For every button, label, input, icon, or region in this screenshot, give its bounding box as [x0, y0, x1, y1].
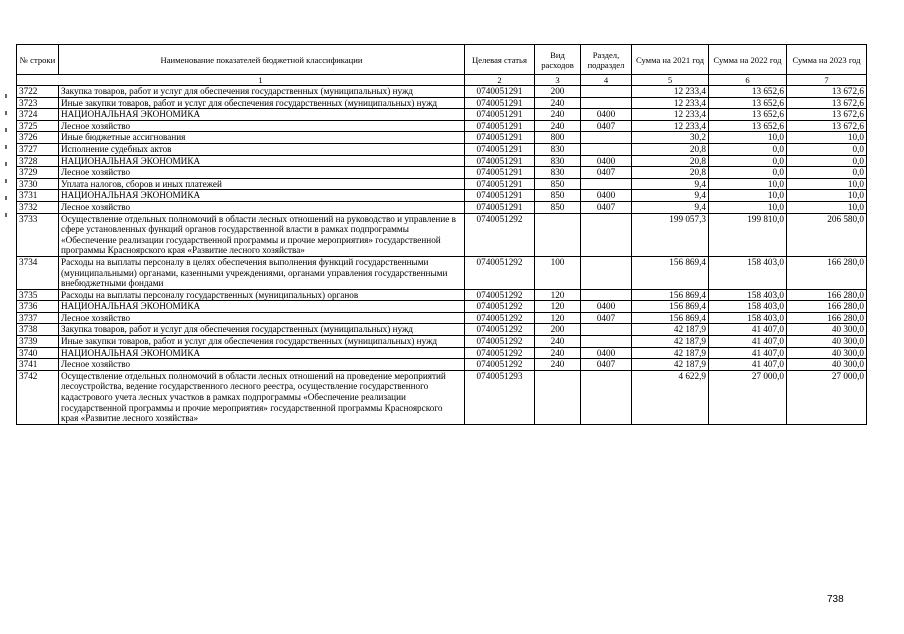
expense-type: 200	[535, 324, 581, 336]
row-name: НАЦИОНАЛЬНАЯ ЭКОНОМИКА	[59, 155, 465, 167]
sum-2021: 9,4	[632, 190, 709, 202]
row-number: 3731	[17, 190, 59, 202]
table-row	[17, 86, 867, 98]
binding-mark	[5, 111, 7, 115]
column-number: 5	[632, 75, 709, 86]
section-code: 0407	[581, 312, 632, 324]
section-code: 0400	[581, 155, 632, 167]
row-name: НАЦИОНАЛЬНАЯ ЭКОНОМИКА	[59, 301, 465, 313]
target-article: 0740051292	[465, 336, 535, 348]
expense-type: 240	[535, 336, 581, 348]
expense-type: 850	[535, 190, 581, 202]
row-name: Исполнение судебных актов	[59, 143, 465, 155]
sum-2022: 13 652,6	[709, 97, 787, 109]
sum-2023: 10,0	[787, 190, 867, 202]
row-number: 3723	[17, 97, 59, 109]
sum-2023: 166 280,0	[787, 301, 867, 313]
sum-2021: 12 233,4	[632, 120, 709, 132]
sum-2021: 4 622,9	[632, 370, 709, 424]
row-name: Лесное хозяйство	[59, 201, 465, 213]
row-number: 3742	[17, 370, 59, 424]
header-sum-2022: Сумма на 2022 год	[709, 45, 787, 75]
sum-2021: 12 233,4	[632, 109, 709, 121]
section-code	[581, 97, 632, 109]
table-row	[17, 190, 867, 202]
expense-type: 800	[535, 132, 581, 144]
section-code	[581, 213, 632, 256]
sum-2021: 12 233,4	[632, 97, 709, 109]
row-name: Осуществление отдельных полномочий в области лесных отношений на проведение мероприятий лесоустройства, ведение государственного лесного реестра, осуществление государственного кадастрового учета лесных участков в рамках подпрограммы «Обеспечение реализации государственной программы и прочие мероприятия» государственной программы Красноярского края «Развитие лесного хозяйства»	[59, 370, 465, 424]
sum-2022: 158 403,0	[709, 256, 787, 289]
target-article: 0740051291	[465, 155, 535, 167]
sum-2021: 20,8	[632, 143, 709, 155]
expense-type: 240	[535, 120, 581, 132]
row-name: Иные бюджетные ассигнования	[59, 132, 465, 144]
sum-2021: 42 187,9	[632, 324, 709, 336]
table-row	[17, 324, 867, 336]
row-name: Иные закупки товаров, работ и услуг для обеспечения государственных (муниципальных) нужд	[59, 97, 465, 109]
table-row	[17, 336, 867, 348]
sum-2023: 0,0	[787, 167, 867, 179]
expense-type: 850	[535, 178, 581, 190]
sum-2023: 206 580,0	[787, 213, 867, 256]
expense-type: 120	[535, 289, 581, 301]
expense-type: 240	[535, 97, 581, 109]
sum-2022: 41 407,0	[709, 347, 787, 359]
target-article: 0740051292	[465, 359, 535, 371]
row-name: Иные закупки товаров, работ и услуг для обеспечения государственных (муниципальных) нужд	[59, 336, 465, 348]
column-number-row	[17, 75, 867, 86]
row-number: 3725	[17, 120, 59, 132]
sum-2023: 13 672,6	[787, 120, 867, 132]
sum-2022: 13 652,6	[709, 86, 787, 98]
header-name: Наименование показателей бюджетной классификации	[59, 45, 465, 75]
binding-mark	[5, 213, 7, 217]
sum-2022: 199 810,0	[709, 213, 787, 256]
sum-2021: 42 187,9	[632, 336, 709, 348]
table-row	[17, 289, 867, 301]
table-row	[17, 167, 867, 179]
row-name: Закупка товаров, работ и услуг для обеспечения государственных (муниципальных) нужд	[59, 86, 465, 98]
sum-2022: 158 403,0	[709, 301, 787, 313]
sum-2023: 40 300,0	[787, 336, 867, 348]
table-row	[17, 312, 867, 324]
table-row	[17, 213, 867, 256]
row-name: Лесное хозяйство	[59, 312, 465, 324]
table-body	[17, 86, 867, 425]
sum-2021: 156 869,4	[632, 301, 709, 313]
sum-2022: 10,0	[709, 201, 787, 213]
sum-2023: 166 280,0	[787, 289, 867, 301]
row-number: 3727	[17, 143, 59, 155]
table-row	[17, 143, 867, 155]
row-number: 3740	[17, 347, 59, 359]
row-number: 3724	[17, 109, 59, 121]
expense-type	[535, 370, 581, 424]
sum-2023: 13 672,6	[787, 97, 867, 109]
row-name: Уплата налогов, сборов и иных платежей	[59, 178, 465, 190]
sum-2023: 0,0	[787, 143, 867, 155]
target-article: 0740051291	[465, 190, 535, 202]
sum-2023: 40 300,0	[787, 324, 867, 336]
table-row	[17, 301, 867, 313]
section-code	[581, 132, 632, 144]
expense-type: 240	[535, 359, 581, 371]
row-number: 3739	[17, 336, 59, 348]
sum-2021: 42 187,9	[632, 359, 709, 371]
section-code: 0400	[581, 109, 632, 121]
table-row	[17, 347, 867, 359]
sum-2021: 199 057,3	[632, 213, 709, 256]
sum-2022: 0,0	[709, 167, 787, 179]
header-target: Целевая статья	[465, 45, 535, 75]
binding-mark	[5, 196, 7, 200]
sum-2022: 13 652,6	[709, 109, 787, 121]
target-article: 0740051293	[465, 370, 535, 424]
target-article: 0740051292	[465, 347, 535, 359]
target-article: 0740051292	[465, 312, 535, 324]
sum-2021: 12 233,4	[632, 86, 709, 98]
row-name: Закупка товаров, работ и услуг для обеспечения государственных (муниципальных) нужд	[59, 324, 465, 336]
column-number: 3	[535, 75, 581, 86]
sum-2021: 30,2	[632, 132, 709, 144]
expense-type: 120	[535, 312, 581, 324]
binding-marks	[5, 94, 9, 234]
sum-2022: 10,0	[709, 178, 787, 190]
row-name: Лесное хозяйство	[59, 120, 465, 132]
row-number: 3734	[17, 256, 59, 289]
expense-type: 830	[535, 155, 581, 167]
sum-2023: 10,0	[787, 201, 867, 213]
target-article: 0740051291	[465, 86, 535, 98]
row-number: 3729	[17, 167, 59, 179]
sum-2021: 9,4	[632, 201, 709, 213]
expense-type: 830	[535, 167, 581, 179]
row-name: НАЦИОНАЛЬНАЯ ЭКОНОМИКА	[59, 109, 465, 121]
row-number: 3735	[17, 289, 59, 301]
section-code: 0400	[581, 301, 632, 313]
row-number: 3738	[17, 324, 59, 336]
sum-2023: 13 672,6	[787, 86, 867, 98]
sum-2022: 10,0	[709, 132, 787, 144]
row-name: Расходы на выплаты персоналу государственных (муниципальных) органов	[59, 289, 465, 301]
sum-2021: 156 869,4	[632, 256, 709, 289]
row-number: 3737	[17, 312, 59, 324]
target-article: 0740051291	[465, 143, 535, 155]
sum-2022: 158 403,0	[709, 289, 787, 301]
section-code: 0407	[581, 120, 632, 132]
sum-2023: 166 280,0	[787, 312, 867, 324]
sum-2022: 0,0	[709, 155, 787, 167]
table-row	[17, 178, 867, 190]
sum-2023: 0,0	[787, 155, 867, 167]
table-row	[17, 359, 867, 371]
sum-2021: 20,8	[632, 167, 709, 179]
section-code	[581, 336, 632, 348]
sum-2023: 27 000,0	[787, 370, 867, 424]
sum-2023: 13 672,6	[787, 109, 867, 121]
sum-2023: 40 300,0	[787, 347, 867, 359]
row-number: 3741	[17, 359, 59, 371]
sum-2022: 10,0	[709, 190, 787, 202]
expense-type: 240	[535, 347, 581, 359]
expense-type: 850	[535, 201, 581, 213]
sum-2023: 10,0	[787, 178, 867, 190]
binding-mark	[5, 145, 7, 149]
section-code: 0407	[581, 359, 632, 371]
target-article: 0740051291	[465, 167, 535, 179]
row-number: 3736	[17, 301, 59, 313]
row-name: НАЦИОНАЛЬНАЯ ЭКОНОМИКА	[59, 347, 465, 359]
target-article: 0740051291	[465, 178, 535, 190]
expense-type: 240	[535, 109, 581, 121]
row-name: Расходы на выплаты персоналу в целях обеспечения выполнения функций государственными (муниципальными) органами, казенными учреждениями, органами управления государственными внебюджетными фондами	[59, 256, 465, 289]
binding-mark	[5, 94, 7, 98]
header-row	[17, 45, 867, 75]
section-code: 0400	[581, 347, 632, 359]
expense-type: 120	[535, 301, 581, 313]
target-article: 0740051292	[465, 301, 535, 313]
header-type: Вид расходов	[535, 45, 581, 75]
sum-2021: 156 869,4	[632, 289, 709, 301]
header-sum-2021: Сумма на 2021 год	[632, 45, 709, 75]
section-code	[581, 289, 632, 301]
table-row	[17, 370, 867, 424]
column-number: 4	[581, 75, 632, 86]
section-code	[581, 370, 632, 424]
section-code: 0407	[581, 167, 632, 179]
target-article: 0740051291	[465, 97, 535, 109]
header-sum-2023: Сумма на 2023 год	[787, 45, 867, 75]
column-number: 6	[709, 75, 787, 86]
target-article: 0740051292	[465, 324, 535, 336]
sum-2022: 41 407,0	[709, 324, 787, 336]
expense-type	[535, 213, 581, 256]
header-section: Раздел, подраздел	[581, 45, 632, 75]
target-article: 0740051292	[465, 289, 535, 301]
target-article: 0740051292	[465, 256, 535, 289]
section-code: 0407	[581, 201, 632, 213]
section-code	[581, 86, 632, 98]
section-code	[581, 324, 632, 336]
table-row	[17, 120, 867, 132]
sum-2023: 40 300,0	[787, 359, 867, 371]
section-code	[581, 143, 632, 155]
table-row	[17, 256, 867, 289]
target-article: 0740051291	[465, 120, 535, 132]
sum-2023: 10,0	[787, 132, 867, 144]
expense-type: 830	[535, 143, 581, 155]
row-number: 3722	[17, 86, 59, 98]
binding-mark	[5, 128, 7, 132]
sum-2021: 156 869,4	[632, 312, 709, 324]
sum-2022: 27 000,0	[709, 370, 787, 424]
row-name: Лесное хозяйство	[59, 359, 465, 371]
column-number: 7	[787, 75, 867, 86]
sum-2021: 9,4	[632, 178, 709, 190]
budget-table	[16, 44, 867, 425]
sum-2022: 41 407,0	[709, 336, 787, 348]
section-code	[581, 178, 632, 190]
sum-2022: 0,0	[709, 143, 787, 155]
row-number: 3730	[17, 178, 59, 190]
target-article: 0740051292	[465, 213, 535, 256]
table-row	[17, 132, 867, 144]
table-row	[17, 97, 867, 109]
section-code	[581, 256, 632, 289]
row-name: Осуществление отдельных полномочий в области лесных отношений на руководство и управление в сфере установленных функций органов государственной власти в рамках подпрограммы «Обеспечение реализации государственной программы и прочие мероприятия» государственной программы Красноярского края «Развитие лесного хозяйства»	[59, 213, 465, 256]
row-number: 3726	[17, 132, 59, 144]
row-name: НАЦИОНАЛЬНАЯ ЭКОНОМИКА	[59, 190, 465, 202]
header-row-no: № строки	[17, 45, 59, 75]
row-number: 3733	[17, 213, 59, 256]
binding-mark	[5, 162, 7, 166]
page-number: 738	[827, 594, 844, 605]
sum-2022: 13 652,6	[709, 120, 787, 132]
sum-2023: 166 280,0	[787, 256, 867, 289]
table-row	[17, 155, 867, 167]
target-article: 0740051291	[465, 109, 535, 121]
column-number: 1	[17, 75, 465, 86]
sum-2021: 20,8	[632, 155, 709, 167]
row-number: 3728	[17, 155, 59, 167]
binding-mark	[5, 179, 7, 183]
target-article: 0740051291	[465, 132, 535, 144]
expense-type: 100	[535, 256, 581, 289]
table-row	[17, 109, 867, 121]
expense-type: 200	[535, 86, 581, 98]
sum-2021: 42 187,9	[632, 347, 709, 359]
table-row	[17, 201, 867, 213]
section-code: 0400	[581, 190, 632, 202]
row-name: Лесное хозяйство	[59, 167, 465, 179]
column-number: 2	[465, 75, 535, 86]
sum-2022: 41 407,0	[709, 359, 787, 371]
row-number: 3732	[17, 201, 59, 213]
sum-2022: 158 403,0	[709, 312, 787, 324]
target-article: 0740051291	[465, 201, 535, 213]
